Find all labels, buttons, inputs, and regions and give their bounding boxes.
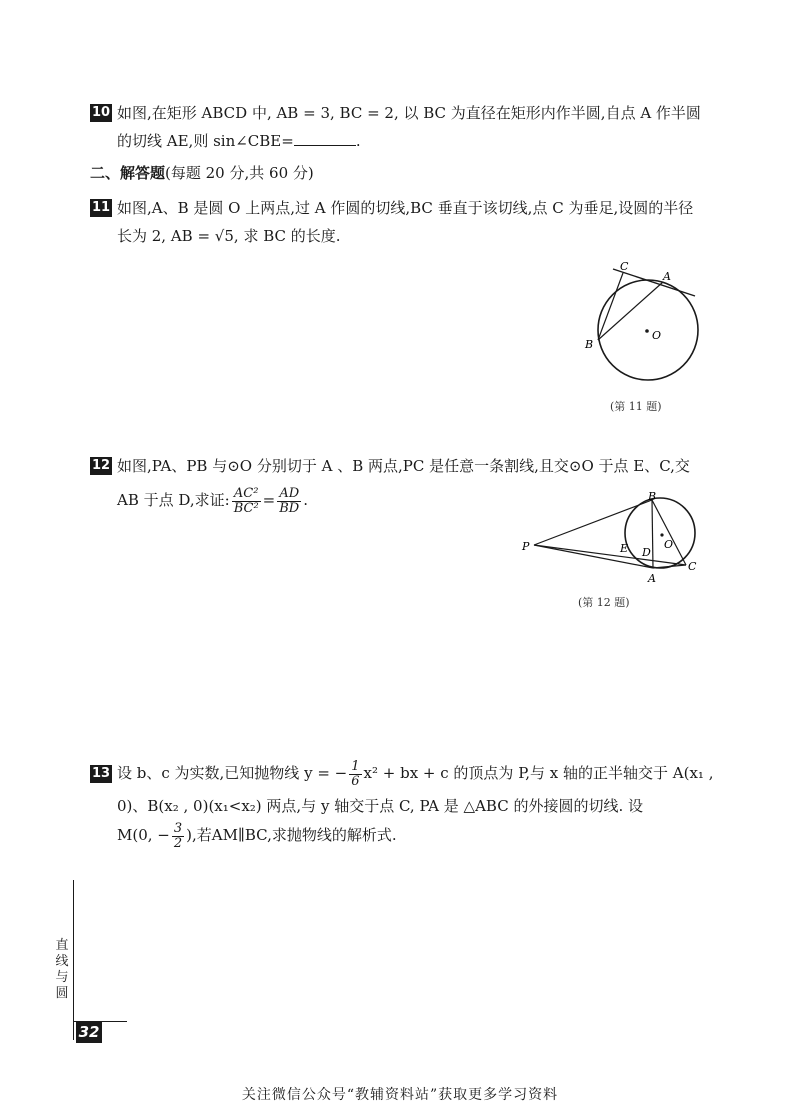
- q11-figure: [575, 258, 705, 398]
- chapter-char: 圆: [55, 986, 69, 1001]
- label-c: C: [688, 560, 697, 573]
- equals-sign: =: [262, 491, 276, 509]
- label-o: O: [652, 329, 662, 342]
- fraction-three-halves: [172, 822, 184, 851]
- chapter-title: [55, 938, 69, 1002]
- label-o: O: [664, 538, 674, 551]
- label-a: A: [663, 270, 671, 283]
- segment-ac: [653, 565, 686, 568]
- chapter-char: 线: [55, 954, 69, 969]
- section-score-note: (每题 20 分,共 60 分): [165, 164, 314, 182]
- answer-blank[interactable]: [294, 131, 356, 146]
- tangent-pb: [534, 500, 652, 545]
- q13-line-1: [117, 755, 713, 791]
- chapter-char: 直: [55, 938, 69, 953]
- center-point: [645, 329, 649, 333]
- q10-line-2: [117, 131, 361, 151]
- label-b: B: [585, 338, 594, 351]
- label-c: C: [620, 260, 629, 273]
- page-number: 32: [76, 1021, 102, 1043]
- q13-text-cont: ),若AM∥BC,求抛物线的解析式.: [186, 826, 397, 844]
- fraction-denominator: 2: [173, 835, 183, 851]
- fraction-numerator: 1: [351, 758, 360, 774]
- q13-text: 设 b、c 为实数,已知抛物线 y = −: [117, 764, 348, 782]
- q11-line-2: 长为 2, AB = √5, 求 BC 的长度.: [117, 227, 341, 245]
- question-number: 11: [92, 200, 111, 215]
- fraction-one-sixth: [349, 760, 361, 789]
- q12-figure: [520, 490, 710, 590]
- q11-line-1: 如图,A、B 是圆 O 上两点,过 A 作圆的切线,BC 垂直于该切线,点 C 为垂足,设圆的半径: [117, 199, 694, 217]
- tangent-line: [613, 269, 695, 296]
- question-number: 10: [92, 105, 111, 120]
- figure-caption: (第 11 题): [610, 400, 662, 413]
- center-point: [660, 533, 663, 536]
- fraction-denominator: BC²: [233, 500, 259, 516]
- segment-bc: [652, 500, 686, 565]
- question-number: 12: [92, 458, 111, 473]
- question-number: 13: [92, 766, 111, 781]
- chapter-char: 与: [55, 970, 69, 985]
- label-d: D: [642, 546, 651, 559]
- section-title: [90, 162, 314, 183]
- fraction-numerator: AC²: [232, 487, 261, 502]
- label-e: E: [620, 542, 629, 555]
- segment-bc: [598, 273, 623, 340]
- label-p: P: [522, 540, 530, 553]
- footer-watermark: 关注微信公众号“教辅资料站”获取更多学习资料: [241, 1087, 559, 1103]
- fraction-denominator: 6: [351, 773, 360, 789]
- q12-line-2: [117, 484, 308, 516]
- q13-text-cont: x² + bx + c 的顶点为 P,与 x 轴的正半轴交于 A(x₁ ,: [363, 764, 714, 782]
- q10-line-1: 如图,在矩形 ABCD 中, AB = 3, BC = 2, 以 BC 为直径在矩形内作半圆,自点 A 作半圆: [117, 104, 701, 122]
- fraction-numerator: 3: [173, 820, 183, 836]
- figure-caption: (第 12 题): [578, 596, 630, 609]
- q13-text: M(0, −: [117, 826, 170, 844]
- q10-end: .: [355, 132, 361, 150]
- label-a: A: [648, 572, 656, 585]
- q12-line-1: 如图,PA、PB 与⊙O 分别切于 A 、B 两点,PC 是任意一条割线,且交⊙O 于点 E、C,交: [117, 457, 690, 475]
- fraction-ac2-bc2: [232, 487, 261, 516]
- q13-line-3: [117, 817, 397, 853]
- section-title-text: 二、解答题: [90, 164, 166, 182]
- q10-text: 的切线 AE,则 sin∠CBE=: [117, 132, 294, 150]
- label-b: B: [648, 490, 657, 503]
- segment-ab: [652, 500, 653, 568]
- fraction-numerator: AD: [277, 487, 301, 502]
- circle-o: [625, 498, 695, 568]
- sidebar-rule: [73, 880, 74, 1040]
- q13-line-2: 0)、B(x₂ , 0)(x₁<x₂) 两点,与 y 轴交于点 C, PA 是 △ABC 的外接圆的切线. 设: [117, 797, 643, 815]
- fraction-ad-bd: [277, 487, 301, 516]
- q12-end: .: [303, 491, 309, 509]
- q12-text: AB 于点 D,求证:: [117, 491, 230, 509]
- fraction-denominator: BD: [279, 500, 300, 516]
